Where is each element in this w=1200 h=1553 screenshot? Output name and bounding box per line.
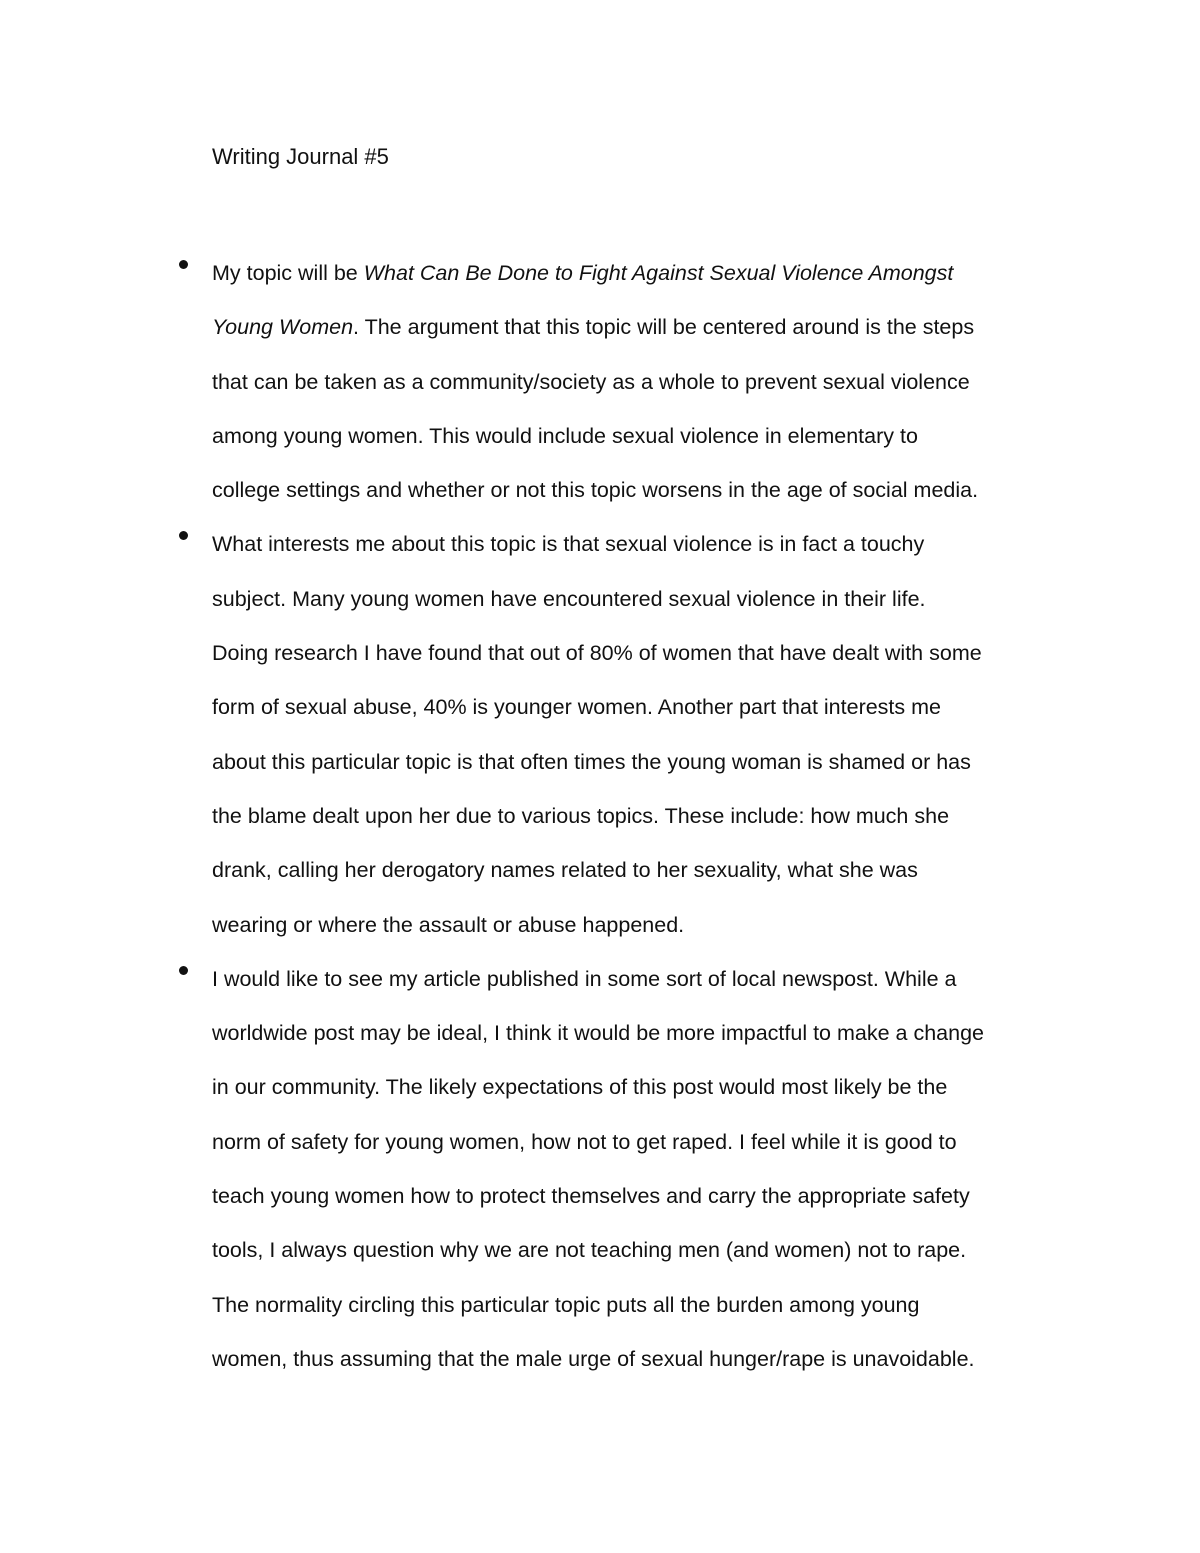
document-title: Writing Journal #5 — [212, 144, 389, 169]
text-line: I would like to see my article published in some sort of local newspost. While a — [212, 966, 957, 991]
text-line: tools, I always question why we are not teaching men (and women) not to rape. — [212, 1238, 967, 1263]
italic-text-run: Young Women — [212, 315, 354, 340]
text-line: form of sexual abuse, 40% is younger women. Another part that interests me — [212, 695, 941, 720]
bullet-item-topic — [212, 246, 1082, 517]
text-line — [212, 300, 1082, 354]
text-line: drank, calling her derogatory names related to her sexuality, what she was — [212, 858, 918, 883]
text-line: college settings and whether or not this topic worsens in the age of social media. — [212, 478, 979, 503]
bullet-dot-icon — [179, 966, 188, 975]
text-line: worldwide post may be ideal, I think it would be more impactful to make a change — [212, 1021, 985, 1046]
text-run: . The argument that this topic will be centered around is the steps — [353, 315, 975, 340]
text-run: My topic will be — [212, 261, 364, 285]
text-line: What interests me about this topic is that sexual violence is in fact a touchy — [212, 532, 925, 557]
bullet-dot-icon — [179, 260, 188, 269]
text-line: norm of safety for young women, how not to get raped. I feel while it is good to — [212, 1129, 957, 1154]
text-line: women, thus assuming that the male urge of sexual hunger/rape is unavoidable. — [212, 1346, 975, 1371]
bullet-item-interest — [212, 517, 1082, 951]
text-line: that can be taken as a community/society as a whole to prevent sexual violence — [212, 369, 970, 394]
bullet-item-publication — [212, 952, 1082, 1386]
text-line: the blame dealt upon her due to various topics. These include: how much she — [212, 803, 950, 828]
text-line: Doing research I have found that out of 80% of women that have dealt with some — [212, 641, 982, 666]
bullet-dot-icon — [179, 531, 188, 540]
italic-text-run: What Can Be Done to Fight Against Sexual Violence Amongst — [363, 261, 954, 285]
text-line: The normality circling this particular topic puts all the burden among young — [212, 1292, 920, 1317]
text-line — [212, 246, 1082, 300]
text-line: among young women. This would include sexual violence in elementary to — [212, 423, 918, 448]
text-line: wearing or where the assault or abuse happened. — [212, 912, 685, 937]
bullet-list — [212, 246, 1082, 1386]
text-line: teach young women how to protect themselves and carry the appropriate safety — [212, 1184, 970, 1209]
text-line: subject. Many young women have encountered sexual violence in their life. — [212, 586, 926, 611]
text-line: in our community. The likely expectations of this post would most likely be the — [212, 1075, 948, 1100]
text-line: about this particular topic is that often times the young woman is shamed or has — [212, 749, 971, 774]
